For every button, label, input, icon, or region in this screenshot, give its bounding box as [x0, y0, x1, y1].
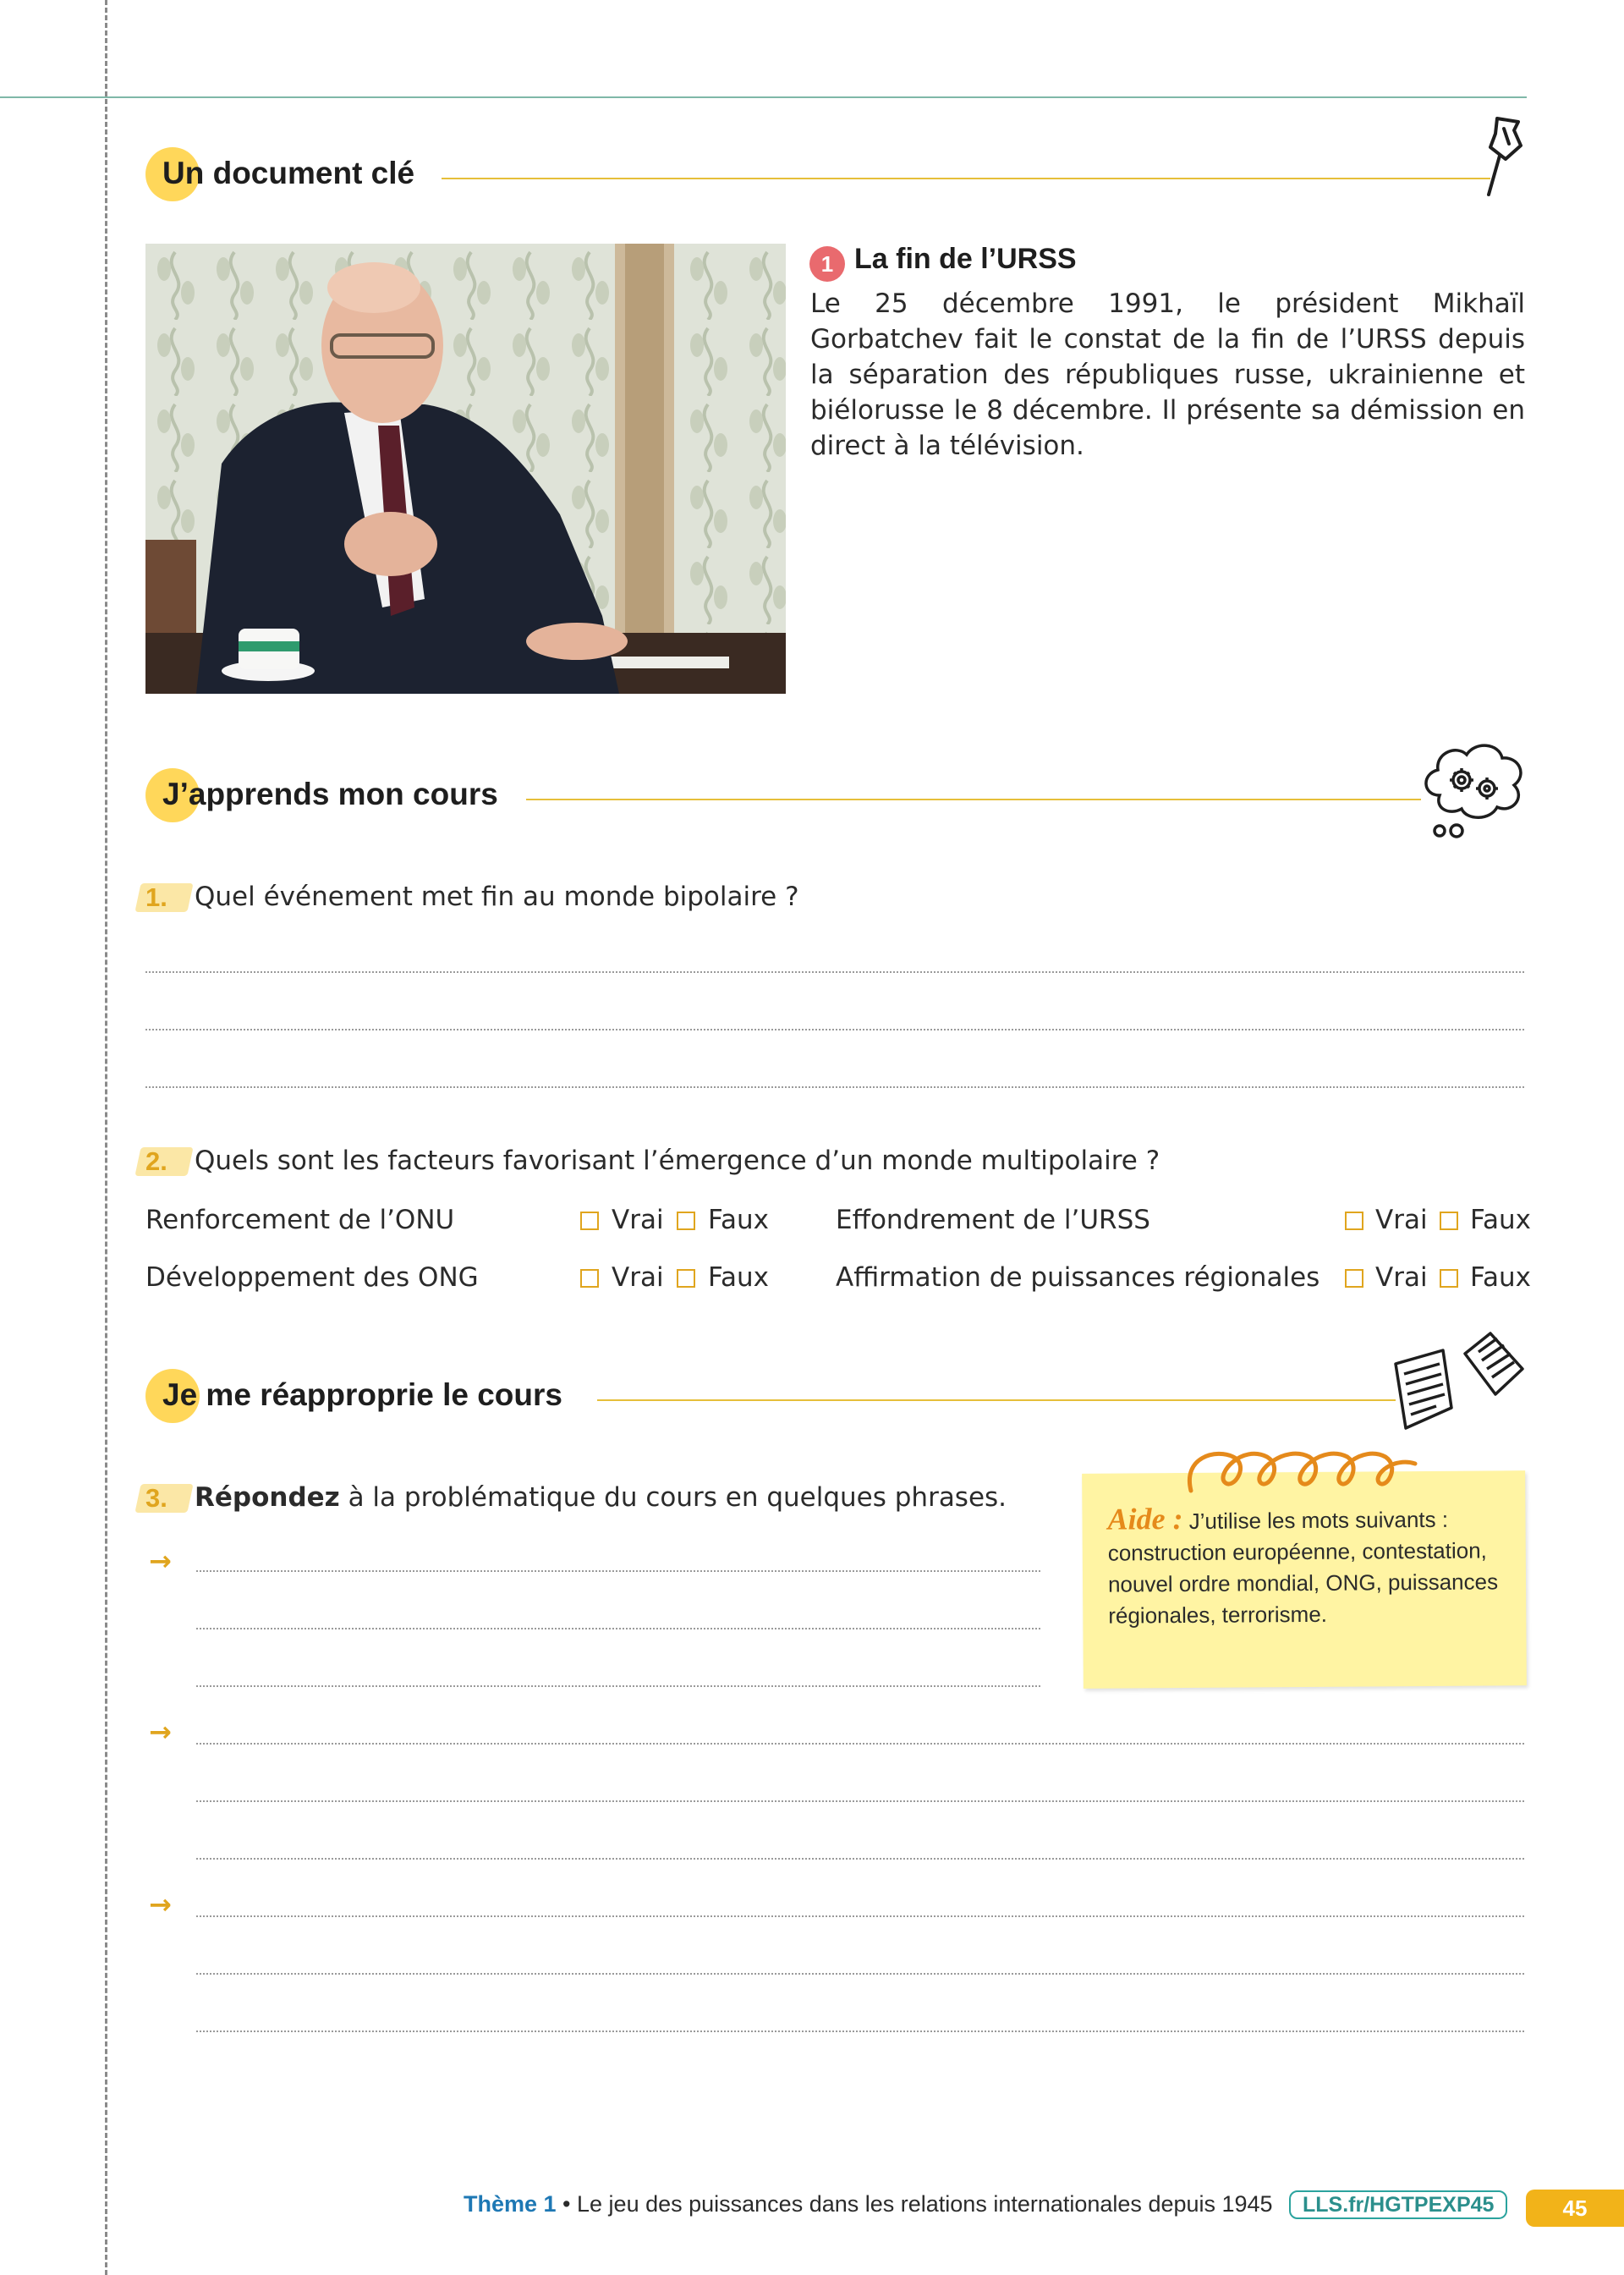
- faux-label: Faux: [1470, 1262, 1531, 1293]
- question-1-text: Quel événement met fin au monde bipolaire ?: [195, 882, 799, 912]
- faux-label: Faux: [1470, 1205, 1531, 1235]
- faux-label: Faux: [708, 1205, 769, 1235]
- faux-checkbox[interactable]: [1440, 1212, 1458, 1230]
- answer-line[interactable]: [196, 1973, 1524, 1975]
- aide-title: Aide :: [1107, 1502, 1183, 1536]
- statement-label: Développement des ONG: [145, 1262, 479, 1293]
- statement-label: Effondrement de l’URSS: [836, 1205, 1150, 1235]
- document-caption: Le 25 décembre 1991, le président Mikhaïl Gorbatchev fait le constat de la fin de l’URSS depuis la séparation des républiques russe, ukrainienne et biélorusse le 8 décembre. Il présente sa démission en direct à la télévision.: [810, 288, 1525, 461]
- faux-checkbox[interactable]: [677, 1269, 695, 1288]
- section-title-learn: J’apprends mon cours: [162, 777, 498, 811]
- arrow-right-icon: →: [149, 1545, 172, 1577]
- aide-words: construction européenne, contestation, nouvel ordre mondial, ONG, puissances régionales, terrorisme.: [1107, 1537, 1499, 1629]
- footer-theme: Thème 1: [464, 2191, 557, 2217]
- spiral-binding-icon: [1182, 1440, 1428, 1503]
- footer-theme-title: Le jeu des puissances dans les relations internationales depuis 1945: [577, 2191, 1273, 2217]
- faux-label: Faux: [708, 1262, 769, 1293]
- gorbachev-photo: [145, 244, 786, 694]
- vrai-label: Vrai: [1375, 1205, 1428, 1235]
- vrai-label: Vrai: [612, 1205, 664, 1235]
- dashed-margin-line: [105, 0, 107, 2275]
- pushpin-icon: [1472, 110, 1531, 202]
- question-3-text: Répondez à la problématique du cours en quelques phrases.: [195, 1482, 1007, 1513]
- answer-line[interactable]: [196, 1800, 1524, 1802]
- faux-checkbox[interactable]: [1440, 1269, 1458, 1288]
- thinking-gears-icon: [1414, 736, 1533, 849]
- answer-line[interactable]: [196, 2030, 1524, 2032]
- vrai-checkbox[interactable]: [1345, 1212, 1363, 1230]
- section-line: [597, 1399, 1396, 1401]
- section-line: [526, 799, 1421, 800]
- statement-label: Renforcement de l’ONU: [145, 1205, 455, 1235]
- document-number-badge: 1: [809, 246, 845, 282]
- statement-label: Affirmation de puissances régionales: [836, 1262, 1320, 1293]
- faux-checkbox[interactable]: [677, 1212, 695, 1230]
- papers-icon: [1387, 1328, 1531, 1442]
- document-title: La fin de l’URSS: [854, 243, 1077, 275]
- vrai-checkbox[interactable]: [1345, 1269, 1363, 1288]
- aide-content: [1107, 1501, 1506, 1631]
- footer-text: Thème 1 • Le jeu des puissances dans les relations internationales depuis 1945: [464, 2191, 1273, 2217]
- vrai-label: Vrai: [612, 1262, 664, 1293]
- answer-line[interactable]: [196, 1858, 1524, 1860]
- answer-line[interactable]: [145, 1086, 1524, 1088]
- question-number: 3.: [145, 1483, 167, 1513]
- aide-lead: J’utilise les mots suivants :: [1182, 1506, 1449, 1534]
- answer-line[interactable]: [196, 1628, 1040, 1629]
- section-title-reappropriate: Je me réapproprie le cours: [162, 1377, 562, 1412]
- section-line: [442, 178, 1490, 179]
- vrai-checkbox[interactable]: [580, 1269, 599, 1288]
- answer-line[interactable]: [196, 1915, 1524, 1917]
- page-number: 45: [1526, 2190, 1624, 2227]
- arrow-right-icon: →: [149, 1888, 172, 1921]
- question-number: 1.: [145, 882, 167, 912]
- answer-line[interactable]: [145, 971, 1524, 973]
- answer-line[interactable]: [196, 1570, 1040, 1572]
- arrow-right-icon: →: [149, 1716, 172, 1748]
- answer-line[interactable]: [145, 1029, 1524, 1030]
- footer-link[interactable]: LLS.fr/HGTPEXP45: [1289, 2190, 1507, 2219]
- vrai-label: Vrai: [1375, 1262, 1428, 1293]
- answer-line[interactable]: [196, 1685, 1040, 1687]
- question-2-text: Quels sont les facteurs favorisant l’émergence d’un monde multipolaire ?: [195, 1146, 1160, 1176]
- aide-note: [1082, 1470, 1527, 1689]
- footer-link-wrap: [1289, 2191, 1507, 2217]
- section-title-document: Un document clé: [162, 156, 415, 190]
- top-rule: [0, 96, 1527, 98]
- vrai-checkbox[interactable]: [580, 1212, 599, 1230]
- answer-line[interactable]: [196, 1743, 1524, 1745]
- question-number: 2.: [145, 1146, 167, 1176]
